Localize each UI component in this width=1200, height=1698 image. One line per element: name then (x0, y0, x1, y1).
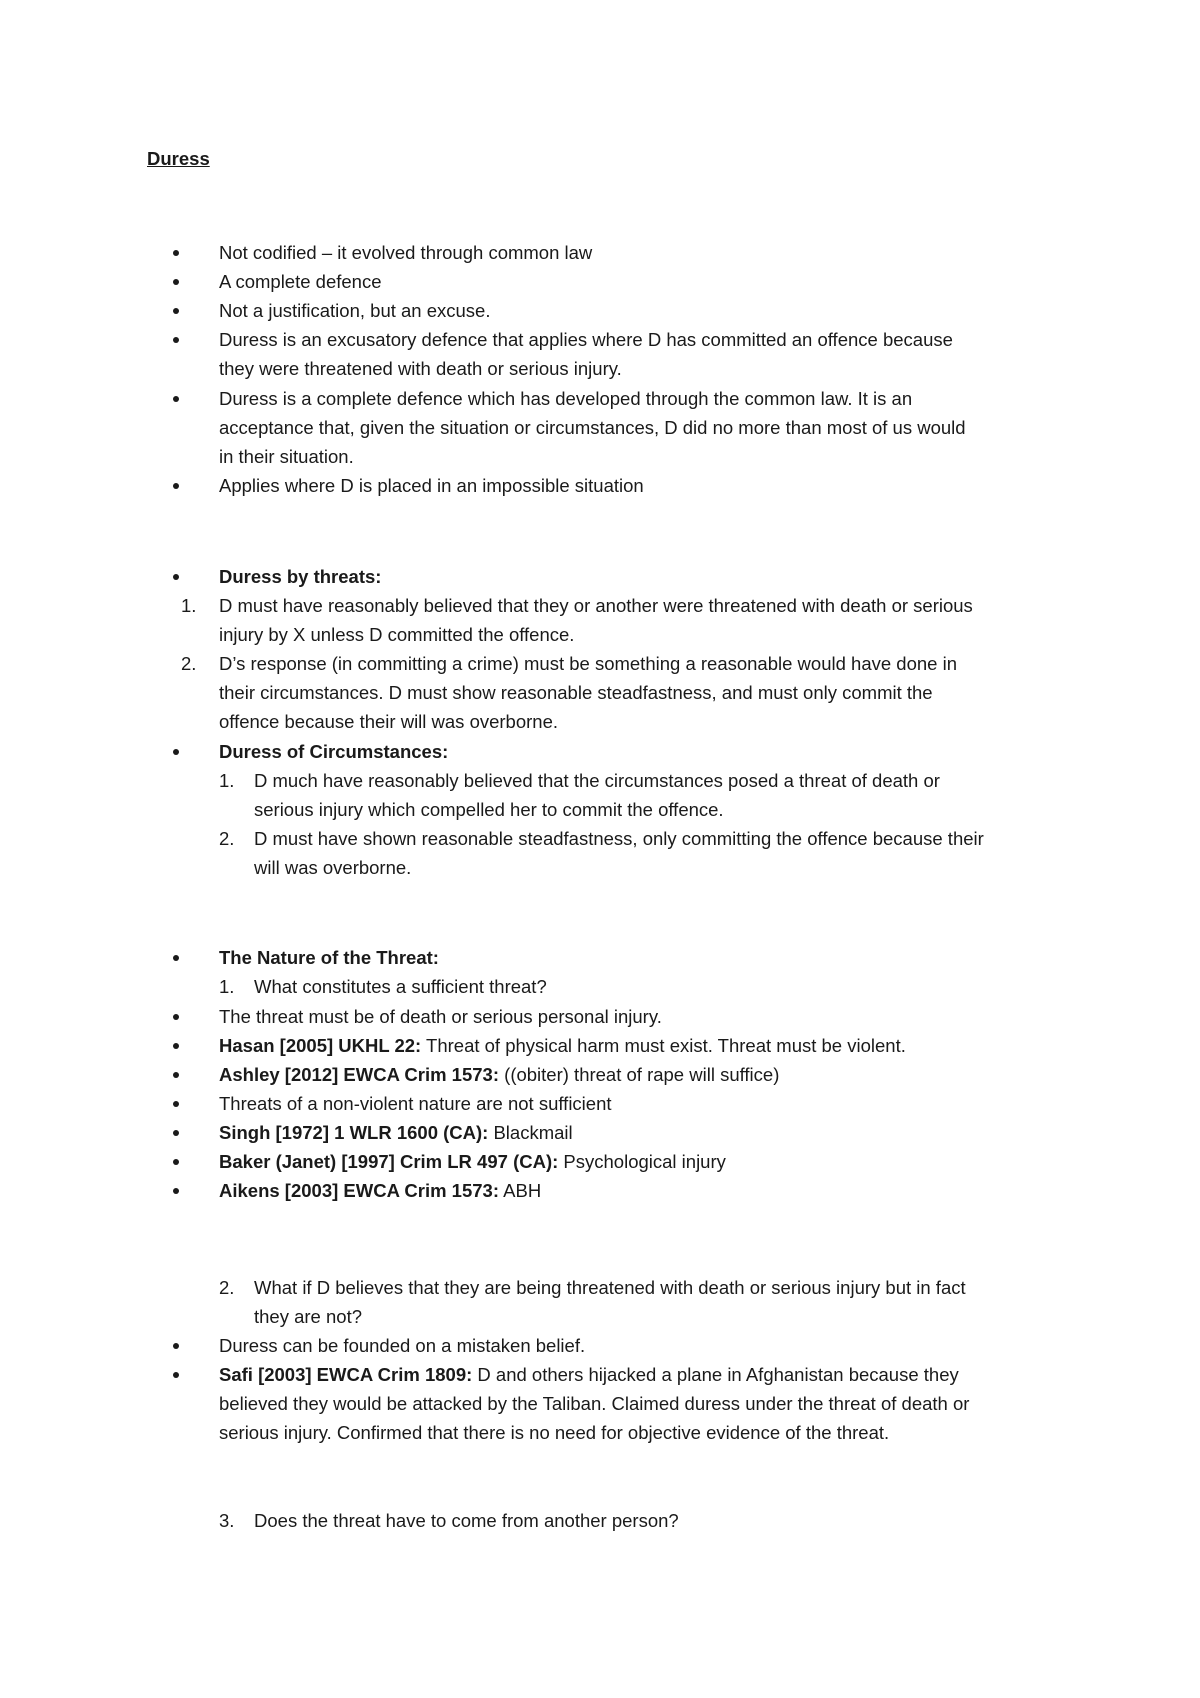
intro-line: Duress is an excusatory defence that applies where D has committed an offence because (219, 329, 953, 350)
bullet-icon (173, 1343, 179, 1349)
intro-line: in their situation. (219, 446, 354, 467)
bullet-icon (173, 749, 179, 755)
intro-line: Not a justification, but an excuse. (219, 300, 491, 321)
case-line: serious injury. Confirmed that there is no need for objective evidence of the threat. (219, 1422, 890, 1443)
question-line: What if D believes that they are being threatened with death or serious injury but in fact (254, 1277, 966, 1298)
bullet-icon (173, 1043, 179, 1049)
list-line: D much have reasonably believed that the circumstances posed a threat of death or (254, 770, 940, 791)
bullet-icon (173, 1188, 179, 1194)
question-line: they are not? (254, 1306, 362, 1327)
list-number: 1. (219, 976, 235, 997)
bullet-icon (173, 1372, 179, 1378)
list-line: will was overborne. (254, 857, 412, 878)
intro-line: acceptance that, given the situation or circumstances, D did no more than most of us would (219, 417, 966, 438)
point-line: Duress can be founded on a mistaken belief. (219, 1335, 586, 1356)
section-heading-threats: Duress by threats: (219, 566, 382, 587)
bullet-icon (173, 1072, 179, 1078)
bullet-icon (173, 1014, 179, 1020)
bullet-icon (173, 250, 179, 256)
list-line: injury by X unless D committed the offence. (219, 624, 575, 645)
case-line: Singh [1972] 1 WLR 1600 (CA): Blackmail (219, 1122, 573, 1143)
question-line: What constitutes a sufficient threat? (254, 976, 547, 997)
bullet-icon (173, 955, 179, 961)
list-number: 3. (219, 1510, 235, 1531)
bullet-icon (173, 483, 179, 489)
intro-line: they were threatened with death or serious injury. (219, 358, 622, 379)
list-line: D’s response (in committing a crime) must be something a reasonable would have done in (219, 653, 957, 674)
list-line: D must have shown reasonable steadfastness, only committing the offence because their (254, 828, 984, 849)
list-number: 2. (219, 828, 235, 849)
bullet-icon (173, 1130, 179, 1136)
bullet-icon (173, 574, 179, 580)
intro-line: Not codified – it evolved through common law (219, 242, 593, 263)
page-title: Duress (147, 148, 210, 169)
section-heading-nature: The Nature of the Threat: (219, 947, 439, 968)
list-line: offence because their will was overborne. (219, 711, 559, 732)
intro-line: A complete defence (219, 271, 382, 292)
intro-line: Duress is a complete defence which has developed through the common law. It is an (219, 388, 913, 409)
list-number: 2. (181, 653, 197, 674)
list-number: 1. (181, 595, 197, 616)
bullet-icon (173, 396, 179, 402)
case-line: Baker (Janet) [1997] Crim LR 497 (CA): Psychological injury (219, 1151, 726, 1172)
bullet-icon (173, 337, 179, 343)
section-heading-circumstances: Duress of Circumstances: (219, 741, 449, 762)
list-line: their circumstances. D must show reasonable steadfastness, and must only commit the (219, 682, 933, 703)
bullet-icon (173, 279, 179, 285)
bullet-icon (173, 1159, 179, 1165)
case-line: Aikens [2003] EWCA Crim 1573: ABH (219, 1180, 542, 1201)
intro-line: Applies where D is placed in an impossible situation (219, 475, 644, 496)
list-line: D must have reasonably believed that they or another were threatened with death or serious (219, 595, 973, 616)
bullet-icon (173, 1101, 179, 1107)
list-number: 2. (219, 1277, 235, 1298)
question-line: Does the threat have to come from another person? (254, 1510, 679, 1531)
case-line: Ashley [2012] EWCA Crim 1573: ((obiter) threat of rape will suffice) (219, 1064, 780, 1085)
list-line: serious injury which compelled her to commit the offence. (254, 799, 724, 820)
bullet-icon (173, 308, 179, 314)
case-line: Safi [2003] EWCA Crim 1809: D and others hijacked a plane in Afghanistan because they (219, 1364, 959, 1385)
point-line: Threats of a non-violent nature are not sufficient (219, 1093, 612, 1114)
case-line: believed they would be attacked by the Taliban. Claimed duress under the threat of death or (219, 1393, 970, 1414)
case-line: Hasan [2005] UKHL 22: Threat of physical harm must exist. Threat must be violent. (219, 1035, 906, 1056)
point-line: The threat must be of death or serious personal injury. (219, 1006, 662, 1027)
list-number: 1. (219, 770, 235, 791)
